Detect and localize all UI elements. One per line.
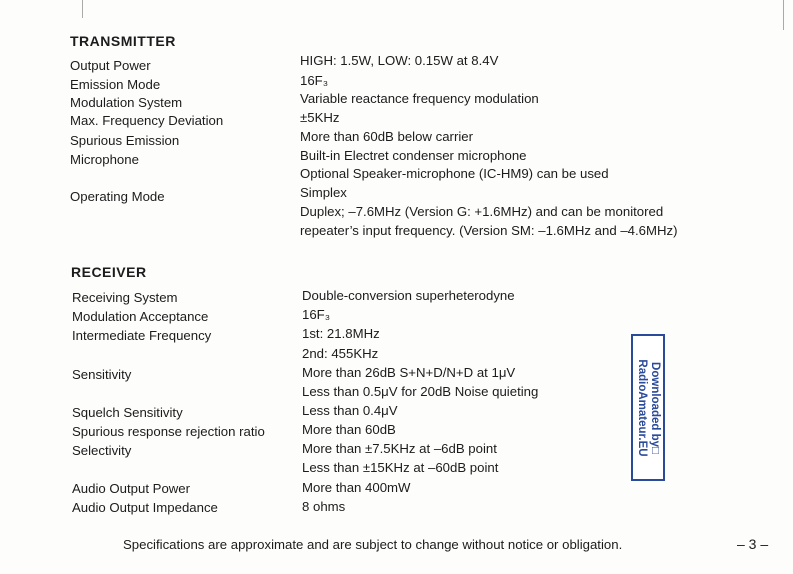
spec-label: Operating Mode bbox=[70, 189, 165, 204]
spec-label: Squelch Sensitivity bbox=[72, 405, 183, 420]
spec-value: 16F₃ bbox=[302, 307, 331, 322]
scan-speck bbox=[82, 0, 83, 18]
spec-label: Emission Mode bbox=[70, 77, 161, 92]
spec-label: Spurious Emission bbox=[70, 133, 180, 148]
spec-value: Less than 0.5μV for 20dB Noise quieting bbox=[302, 384, 539, 399]
spec-label: Max. Frequency Deviation bbox=[70, 113, 224, 128]
spec-value: Simplex bbox=[300, 185, 347, 200]
spec-value: Variable reactance frequency modulation bbox=[300, 91, 539, 106]
spec-value: Duplex; –7.6MHz (Version G: +1.6MHz) and can be monitored bbox=[300, 204, 664, 219]
spec-label: Audio Output Power bbox=[72, 481, 191, 496]
spec-value: Less than ±15KHz at –60dB point bbox=[302, 460, 499, 475]
spec-label: Audio Output Impedance bbox=[72, 500, 218, 515]
receiver-heading: RECEIVER bbox=[71, 264, 147, 280]
spec-value: More than 26dB S+N+D/N+D at 1μV bbox=[302, 365, 516, 380]
page-number: – 3 – bbox=[737, 536, 769, 552]
spec-label: Sensitivity bbox=[72, 367, 132, 382]
spec-value: Optional Speaker-microphone (IC-HM9) can be used bbox=[300, 166, 609, 181]
spec-label: Modulation System bbox=[70, 95, 183, 110]
spec-label: Selectivity bbox=[72, 443, 132, 458]
spec-label: Intermediate Frequency bbox=[72, 328, 212, 343]
spec-label: Spurious response rejection ratio bbox=[72, 424, 265, 439]
spec-value: Less than 0.4μV bbox=[302, 403, 398, 418]
transmitter-heading: TRANSMITTER bbox=[70, 33, 176, 49]
spec-label: Microphone bbox=[70, 152, 139, 167]
spec-value: 16F₃ bbox=[300, 73, 329, 88]
footer-note: Specifications are approximate and are subject to change without notice or obligation. bbox=[123, 537, 623, 552]
spec-value: More than 60dB bbox=[302, 422, 396, 437]
spec-value: More than ±7.5KHz at –6dB point bbox=[302, 441, 497, 456]
spec-label: Receiving System bbox=[72, 290, 178, 305]
scan-speck bbox=[783, 0, 784, 30]
spec-value: HIGH: 1.5W, LOW: 0.15W at 8.4V bbox=[300, 53, 499, 68]
spec-value: Double-conversion superheterodyne bbox=[302, 288, 515, 303]
download-watermark-stamp bbox=[631, 334, 665, 481]
spec-value: ±5KHz bbox=[300, 110, 340, 125]
spec-value: Built-in Electret condenser microphone bbox=[300, 148, 527, 163]
spec-value: repeater’s input frequency. (Version SM: –1.6MHz and –4.6MHz) bbox=[300, 223, 678, 238]
spec-value: More than 60dB below carrier bbox=[300, 129, 473, 144]
spec-value: 1st: 21.8MHz bbox=[302, 326, 380, 341]
spec-value: More than 400mW bbox=[302, 480, 411, 495]
watermark-line-2: RadioAmateur.EU bbox=[636, 358, 648, 457]
spec-label: Output Power bbox=[70, 58, 151, 73]
spec-label: Modulation Acceptance bbox=[72, 309, 209, 324]
watermark-line-1: Downloaded by□ bbox=[649, 361, 661, 454]
spec-value: 2nd: 455KHz bbox=[302, 346, 379, 361]
watermark-text bbox=[635, 359, 661, 456]
spec-value: 8 ohms bbox=[302, 499, 346, 514]
